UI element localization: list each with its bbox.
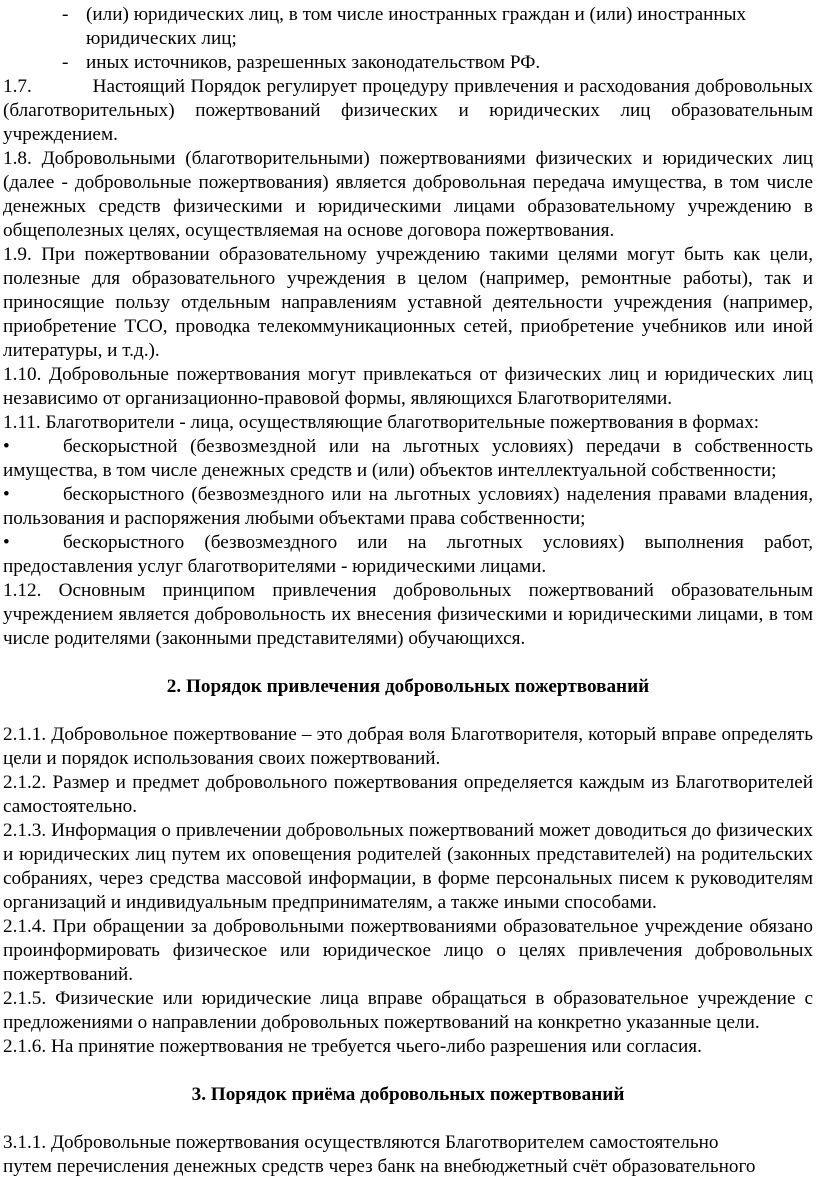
section-2-heading: 2. Порядок привлечения добровольных пожертвований <box>166 676 650 697</box>
bullet-text: бескорыстного (безвозмездного или на льготных условиях) наделения правами владения, пользования и распоряжения любыми объектами права собственности; <box>3 484 813 529</box>
paragraph-1-11: 1.11. Благотворители - лица, осуществляющие благотворительные пожертвования в формах: <box>3 412 760 433</box>
paragraph-text: Настоящий Порядок регулирует процедуру привлечения и расходования добровольных (благотворительных) пожертвований физических и юридических лиц образовательным учреждением. <box>3 76 814 145</box>
spacer <box>3 1107 813 1131</box>
paragraph-2-1-4: 2.1.4. При обращении за добровольными пожертвованиями образовательное учреждение обязано проинформировать физическое или юридическое лицо о целях привлечения добровольных пожертвований. <box>3 916 813 985</box>
paragraph-line: 3.1.1. Добровольные пожертвования осуществляются Благотворителем самостоятельно <box>3 1132 719 1153</box>
list-item-bullet <box>3 435 813 483</box>
dash-marker: - <box>62 52 69 73</box>
paragraph-1-9: 1.9. При пожертвовании образовательному учреждению такими целями могут быть как цели, полезные для образовательного учреждения в целом (например, ремонтные работы), так и приносящие пользу отдельным направлениям уставной деятельности учреждения (например, приобретение ТСО, проводка телекоммуникационных сетей, приобретение учебников или иной литературы, и т.д.). <box>3 244 813 361</box>
spacer <box>3 1059 813 1083</box>
list-item-bullet <box>3 483 813 531</box>
bullet-marker: • <box>3 532 10 553</box>
paragraph-1-12: 1.12. Основным принципом привлечения добровольных пожертвований образовательным учреждением является добровольность их внесения физическими и юридическими лицами, в том числе родителями (законными представителями) обучающихся. <box>3 580 813 649</box>
paragraph-2-1-6: 2.1.6. На принятие пожертвования не требуется чьего-либо разрешения или согласия. <box>3 1036 702 1057</box>
spacer <box>3 651 813 675</box>
paragraph-2-1-3: 2.1.3. Информация о привлечении добровольных пожертвований может доводиться до физических и юридических лиц путем их оповещения родителей (законных представителей) на родительских собраниях, через средства массовой информации, в форме персональных писем к руководителям организаций и индивидуальным предпринимателям, а также иными способами. <box>3 820 813 913</box>
paragraph-number: 1.7. <box>3 76 32 97</box>
dash-marker: - <box>62 4 69 25</box>
bullet-text: бескорыстного (безвозмездного или на льготных условиях) выполнения работ, предоставления услуг благотворителями - юридическими лицами. <box>3 532 813 577</box>
paragraph-2-1-2: 2.1.2. Размер и предмет добровольного пожертвования определяется каждым из Благотворителей самостоятельно. <box>3 772 813 817</box>
paragraph-2-1-5: 2.1.5. Физические или юридические лица вправе обращаться в образовательное учреждение с предложениями о направлении добровольных пожертвований на конкретно указанные цели. <box>3 988 813 1033</box>
paragraph-line: путем перечисления денежных средств через банк на внебюджетный счёт образовательного <box>3 1156 756 1177</box>
spacer <box>3 699 813 723</box>
bullet-text: бескорыстной (безвозмездной или на льготных условиях) передачи в собственность имущества, в том числе денежных средств и (или) объектов интеллектуальной собственности; <box>3 436 813 481</box>
bullet-marker: • <box>3 484 10 505</box>
dash-item-text: иных источников, разрешенных законодательством РФ. <box>86 52 541 73</box>
list-item-bullet <box>3 531 813 579</box>
section-3-heading: 3. Порядок приёма добровольных пожертвований <box>191 1084 625 1105</box>
document-page <box>3 3 813 1179</box>
paragraph-1-8: 1.8. Добровольными (благотворительными) пожертвованиями физических и юридических лиц (далее - добровольные пожертвования) является добровольная передача имущества, в том числе денежных средств физическими и юридическими лицами образовательному учреждению в общеполезных целях, осуществляемая на основе договора пожертвования. <box>3 148 813 241</box>
paragraph-2-1-1: 2.1.1. Добровольное пожертвование – это добрая воля Благотворителя, который вправе определять цели и порядок использования своих пожертвований. <box>3 724 813 769</box>
bullet-marker: • <box>3 436 10 457</box>
paragraph-1-7 <box>3 75 813 147</box>
dash-item-text: (или) юридических лиц, в том числе иностранных граждан и (или) иностранных <box>86 4 747 25</box>
list-item-dash <box>3 3 813 51</box>
paragraph-1-10: 1.10. Добровольные пожертвования могут привлекаться от физических лиц и юридических лиц независимо от организационно-правовой формы, являющихся Благотворителями. <box>3 364 813 409</box>
list-item-dash <box>3 51 813 75</box>
dash-item-text-cont: юридических лиц; <box>86 28 237 49</box>
paragraph-3-1-1 <box>3 1131 813 1179</box>
